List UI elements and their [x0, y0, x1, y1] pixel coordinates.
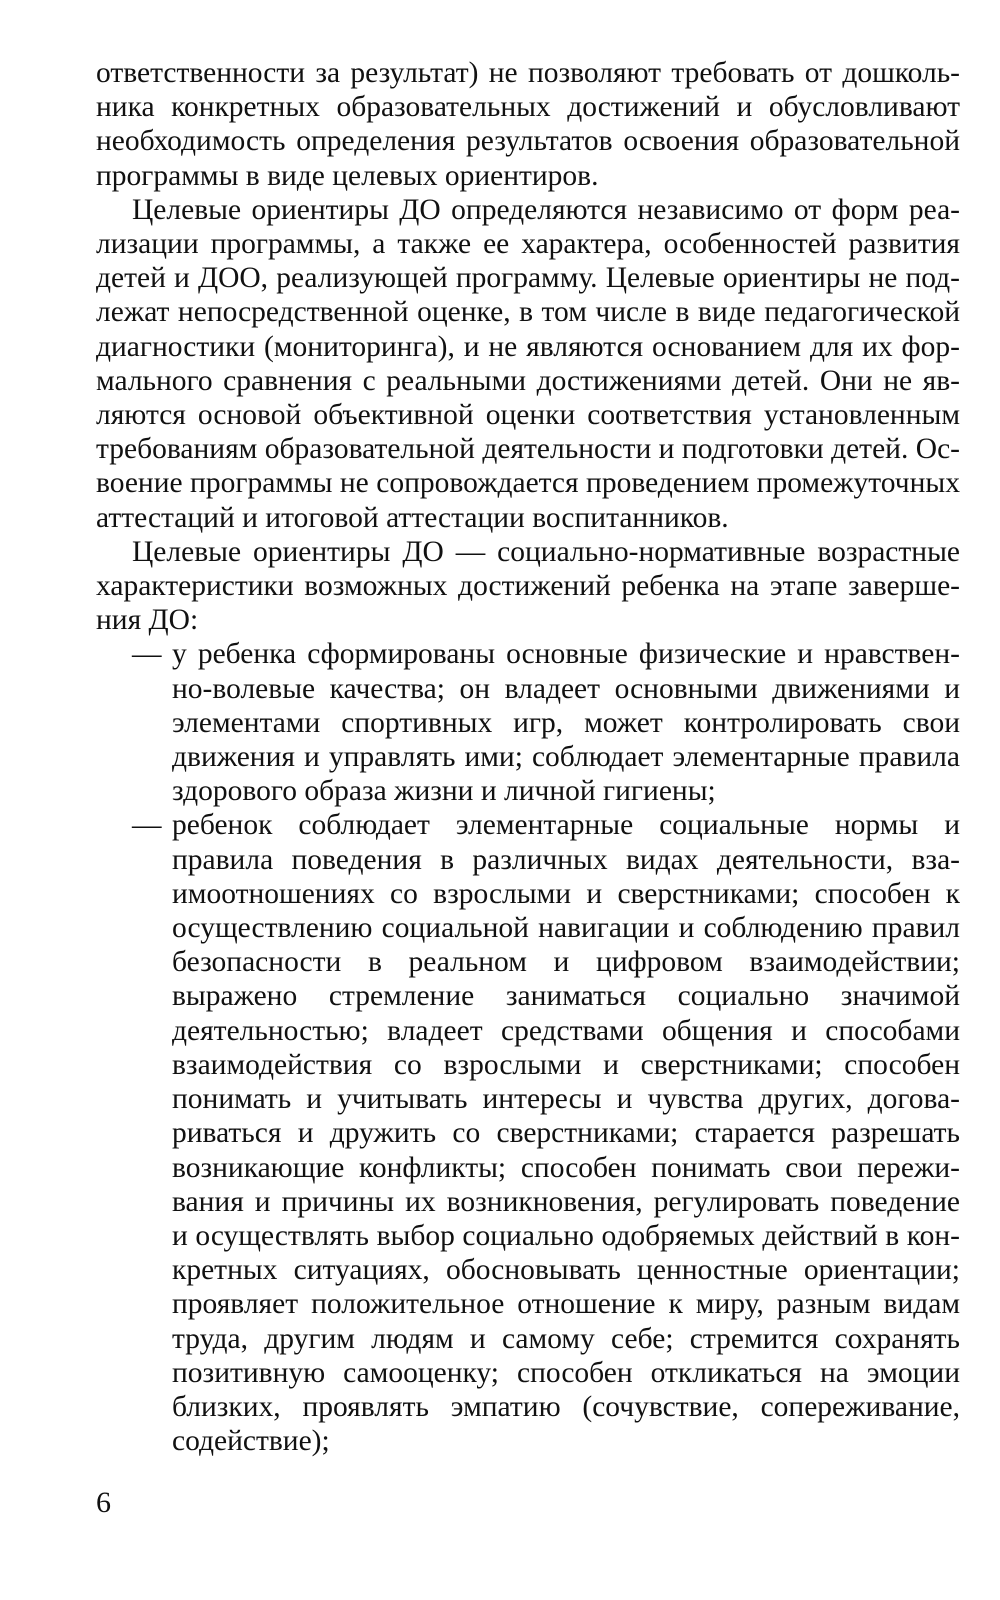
- paragraph-continuation: ответственности за результат) не позволяют требовать от дошкольника конкретных образовательных достижений и обусловливают необходимость определения результатов освоения образовательной программы в виде целевых ориентиров.: [96, 57, 960, 192]
- page-body: [96, 56, 960, 1556]
- page-number: 6: [96, 1486, 111, 1519]
- list-dash: —: [132, 809, 162, 842]
- list-item-text: у ребенка сформированы основные физические и нравственно-волевые качества; он владеет основными движениями и элементами спортивных игр, может контролировать свои движения и управлять ими; соблюдает элементарные правила здорового образа жизни и личной гигиены;: [172, 638, 960, 808]
- paragraph-targets-definition: Целевые ориентиры ДО определяются независимо от форм реализации программы, а также ее характера, особенностей развития детей и ДОО, реализующей программу. Целевые ориентиры не подлежат непосредственной оценке, в том числе в виде педагогической диагностики (мониторинга), и не являются основанием для их формального сравнения с реальными достижениями детей. Они не являются основой объективной оценки соответствия установленным требованиям образовательной деятельности и подготовки детей. Освоение программы не сопровождается проведением промежуточных аттестаций и итоговой аттестации воспитанников.: [96, 193, 960, 534]
- list-dash: —: [132, 638, 162, 671]
- list-item-text: ребенок соблюдает элементарные социальные нормы и правила поведения в различных видах деятельности, взаимоотношениях со взрослыми и сверстниками; способен к осуществлению социальной навигации и соблюдению правил безопасности в реальном и цифровом взаимодействии; выражено стремление заниматься социально значимой деятельностью; владеет средствами общения и способами взаимодействия со взрослыми и сверстниками; способен понимать и учитывать интересы и чувства других, договариваться и дружить со сверстниками; старается разрешать возникающие конфликты; способен понимать свои переживания и причины их возникновения, регулировать поведение и осуществлять выбор социально одобряемых действий в конкретных ситуациях, обосновывать ценностные ориентации; проявляет положительное отношение к миру, разным видам труда, другим людям и самому себе; стремится сохранять позитивную самооценку; способен откликаться на эмоции близких, проявлять эмпатию (сочувствие, сопереживание, содействие);: [172, 809, 960, 1458]
- paragraph-targets-intro: Целевые ориентиры ДО — социально-нормативные возрастные характеристики возможных достижений ребенка на этапе завершения ДО:: [96, 535, 960, 637]
- list-item: [96, 808, 960, 1458]
- list-item: [96, 637, 960, 808]
- targets-list: [96, 637, 960, 1458]
